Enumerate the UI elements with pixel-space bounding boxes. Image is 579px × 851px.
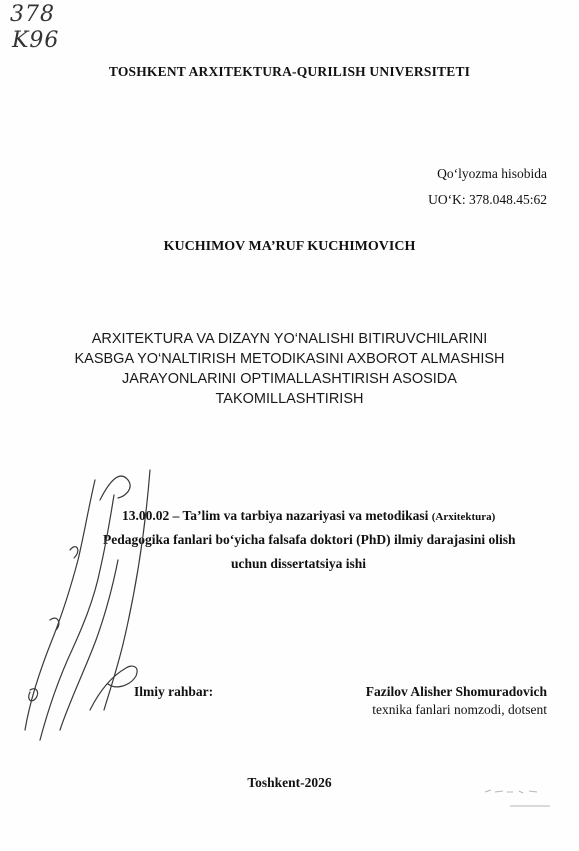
city-year: Toshkent-2026 — [247, 775, 332, 790]
manuscript-marker: Qo‘lyozma hisobida — [437, 166, 547, 181]
specialty-line — [122, 508, 495, 524]
university-name: TOSHKENT ARXITEKTURA-QURILISH UNIVERSITETI — [108, 64, 471, 79]
signature-stroke — [100, 476, 130, 500]
handwritten-call-number: 378 — [10, 2, 55, 27]
handwritten-shelf-code: K96 — [12, 28, 60, 53]
supervisor-name: Fazilov Alisher Shomuradovich — [365, 684, 547, 699]
faint-mark-image — [480, 780, 570, 810]
udk-code: UO‘K: 378.048.45:62 — [428, 192, 547, 207]
signature-stroke — [25, 480, 95, 730]
signature-stroke — [70, 547, 78, 558]
thesis-title-line: JARAYONLARINI OPTIMALLASHTIRISH ASOSIDA — [122, 371, 457, 387]
author-name: KUCHIMOV MA’RUF KUCHIMOVICH — [163, 239, 416, 254]
thesis-title-line: TAKOMILLASHTIRISH — [215, 391, 364, 407]
thesis-title-line: KASBGA YO‘NALTIRISH METODIKASINI AXBOROT ALMASHISH — [74, 351, 505, 367]
degree-line: Pedagogika fanlari bo‘yicha falsafa doktori (PhD) ilmiy darajasini olish — [103, 532, 516, 547]
signature-stroke — [40, 495, 114, 740]
signature-stroke — [60, 560, 118, 730]
handwritten-signature-image — [0, 440, 160, 760]
signature-stroke — [90, 666, 137, 710]
supervisor-title: texnika fanlari nomzodi, dotsent — [372, 702, 547, 717]
specialty-note: (Arxitektura) — [431, 511, 496, 523]
supervisor-label: Ilmiy rahbar: — [134, 684, 214, 699]
thesis-title-line: ARXITEKTURA VA DIZAYN YO‘NALISHI BITIRUVCHILARINI — [91, 331, 488, 347]
specialty-code: 13.00.02 – Ta’lim va tarbiya nazariyasi va metodikasi — [122, 508, 429, 523]
faint-mark — [485, 790, 537, 793]
purpose-line: uchun dissertatsiya ishi — [230, 556, 367, 571]
